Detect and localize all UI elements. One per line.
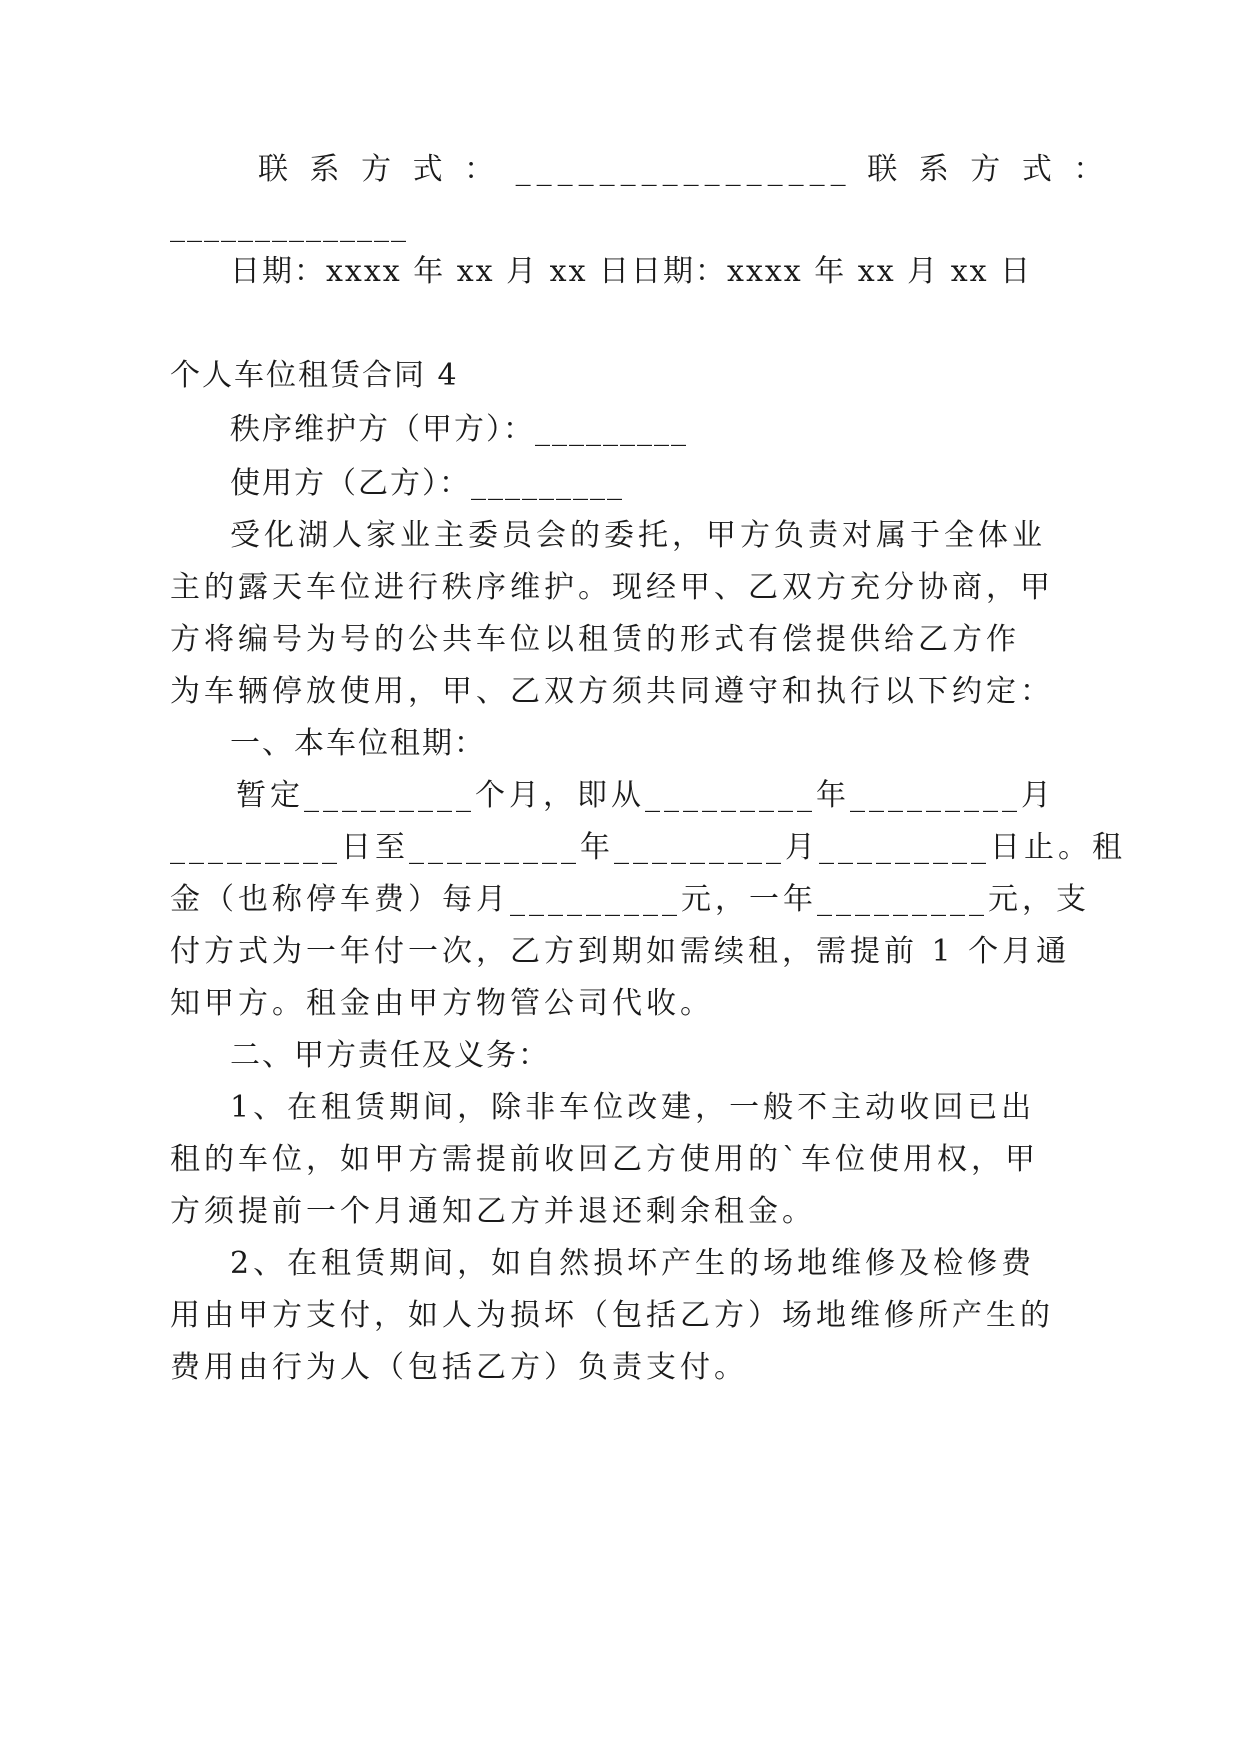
intro-paragraph-line-4: 为车辆停放使用，甲、乙双方须共同遵守和执行以下约定： <box>170 674 1054 709</box>
contract-title: 个人车位租赁合同 4 <box>170 358 459 393</box>
term-paragraph-line-1: 暂定_________个月，即从_________年_________月 <box>236 778 1055 813</box>
item-1-line-2: 租的车位，如甲方需提前收回乙方使用的`车位使用权，甲 <box>170 1142 1039 1177</box>
term-paragraph-line-2: _________日至_________年_________月_________日止。租 <box>170 830 1126 865</box>
date-line: 日期：xxxx 年 xx 月 xx 日日期：xxxx 年 xx 月 xx 日 <box>230 254 1033 289</box>
item-2-line-2: 用由甲方支付，如人为损坏（包括乙方）场地维修所产生的 <box>170 1298 1054 1333</box>
intro-paragraph-line-1: 受化湖人家业主委员会的委托，甲方负责对属于全体业 <box>230 518 1046 553</box>
item-1-line-1: 1、在租赁期间，除非车位改建，一般不主动收回已出 <box>230 1090 1036 1125</box>
party-b-line: 使用方（乙方）：_________ <box>230 466 624 501</box>
term-paragraph-line-4: 付方式为一年付一次，乙方到期如需续租，需提前 1 个月通 <box>170 934 1071 969</box>
intro-paragraph-line-2: 主的露天车位进行秩序维护。现经甲、乙双方充分协商，甲 <box>170 570 1054 605</box>
section-2-heading: 二、甲方责任及义务： <box>230 1038 550 1073</box>
party-a-line: 秩序维护方（甲方）：_________ <box>230 412 688 447</box>
term-paragraph-line-5: 知甲方。租金由甲方物管公司代收。 <box>170 986 714 1021</box>
item-2-line-1: 2、在租赁期间，如自然损坏产生的场地维修及检修费 <box>230 1246 1036 1281</box>
contact-line-tail: ______________ <box>170 208 408 243</box>
item-2-line-3: 费用由行为人（包括乙方）负责支付。 <box>170 1350 748 1385</box>
item-1-line-3: 方须提前一个月通知乙方并退还剩余租金。 <box>170 1194 816 1229</box>
contact-line: 联 系 方 式 ： ________________ 联 系 方 式 ： <box>258 152 1110 187</box>
term-paragraph-line-3: 金（也称停车费）每月_________元，一年_________元，支 <box>170 882 1090 917</box>
intro-paragraph-line-3: 方将编号为号的公共车位以租赁的形式有偿提供给乙方作 <box>170 622 1020 657</box>
section-1-heading: 一、本车位租期： <box>230 726 486 761</box>
